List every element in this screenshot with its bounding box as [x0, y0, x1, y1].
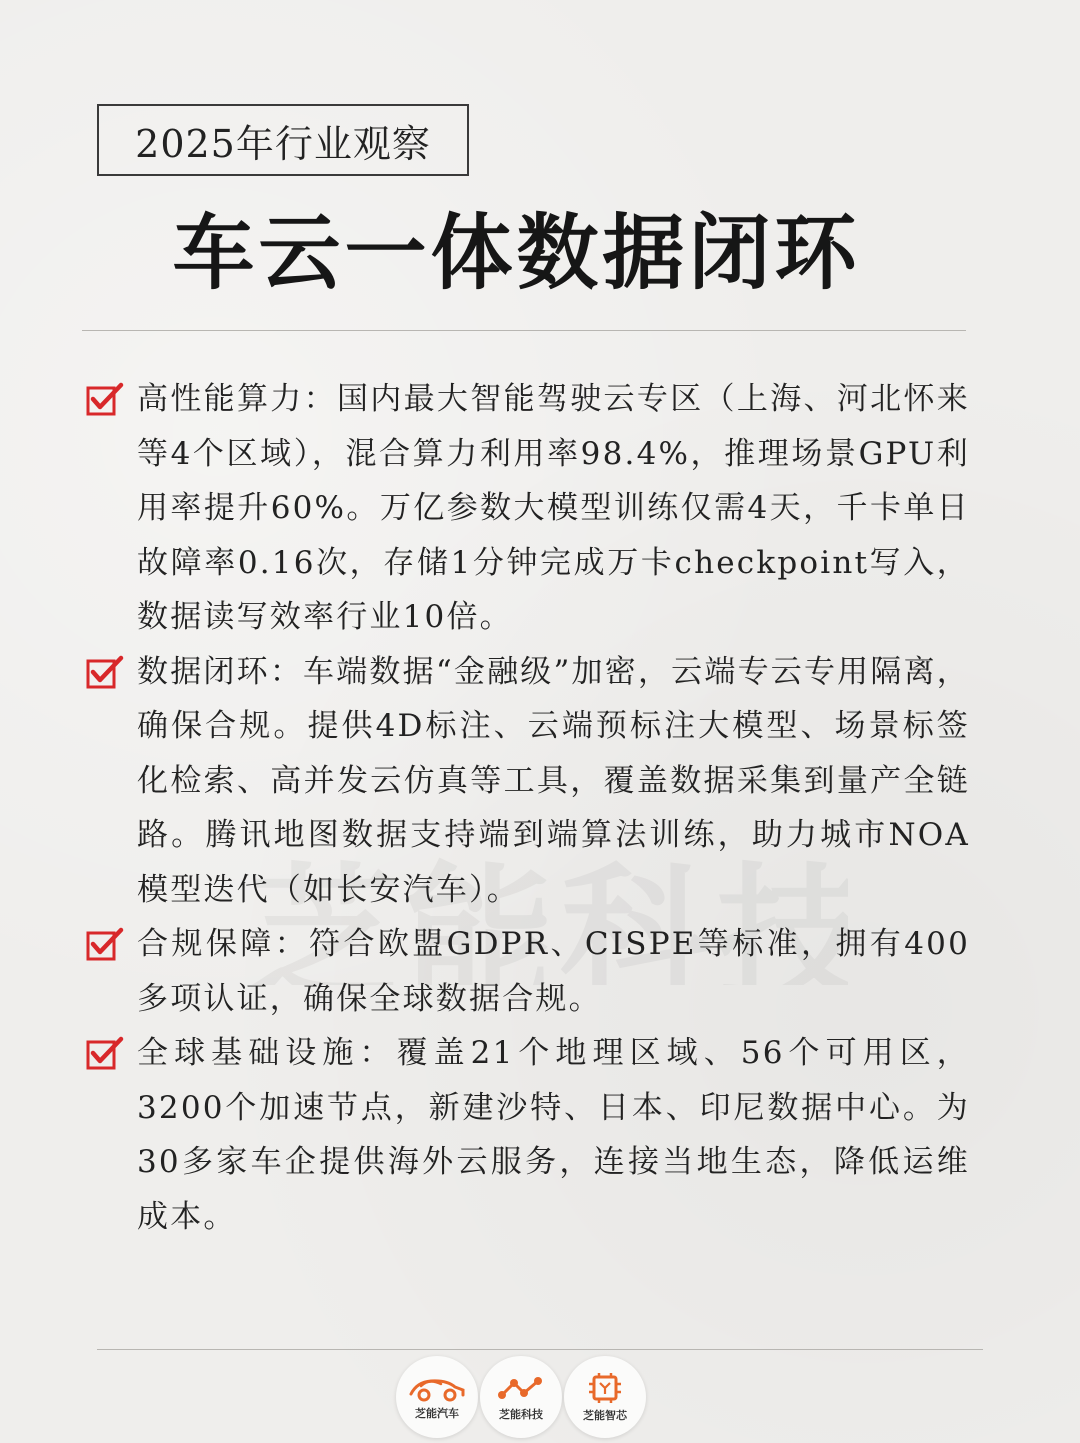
checkbox-checked-icon	[86, 927, 124, 961]
checkbox-checked-icon	[86, 655, 124, 689]
logo-label: 芝能智芯	[583, 1408, 627, 1422]
divider-bottom	[97, 1349, 983, 1350]
chip-logo-icon	[587, 1372, 623, 1404]
logo-label: 芝能科技	[499, 1407, 543, 1421]
header-tag-label: 2025年行业观察	[135, 121, 431, 166]
list-item	[86, 372, 970, 645]
car-logo-icon	[407, 1374, 467, 1402]
checkbox-checked-icon	[86, 382, 124, 416]
logo-label: 芝能汽车	[415, 1406, 459, 1420]
divider-top	[82, 330, 966, 331]
list-item-text: 全球基础设施：覆盖21个地理区域、56个可用区，3200个加速节点，新建沙特、日本、印尼数据中心。为30多家车企提供海外云服务，连接当地生态，降低运维成本。	[137, 1035, 970, 1235]
list-item-text: 数据闭环：车端数据“金融级”加密，云端专云专用隔离，确保合规。提供4D标注、云端预标注大模型、场景标签化检索、高并发云仿真等工具，覆盖数据采集到量产全链路。腾讯地图数据支持端到端算法训练，助力城市NOA模型迭代（如长安汽车）。	[137, 653, 970, 908]
footer-logos	[396, 1356, 646, 1436]
page-title: 车云一体数据闭环	[172, 206, 861, 301]
logo-zhineng-chip[interactable]	[564, 1356, 646, 1438]
checkbox-checked-icon	[86, 1036, 124, 1070]
list-item	[86, 1026, 970, 1244]
logo-zhineng-tech[interactable]	[480, 1356, 562, 1438]
list-item-text: 高性能算力：国内最大智能驾驶云专区（上海、河北怀来等4个区域），混合算力利用率98.4%，推理场景GPU利用率提升60%。万亿参数大模型训练仅需4天，千卡单日故障率0.16次，存储1分钟完成万卡checkpoint写入，数据读写效率行业10倍。	[137, 381, 970, 635]
feature-list	[86, 372, 970, 1244]
network-logo-icon	[496, 1373, 546, 1403]
list-item	[86, 645, 970, 918]
logo-zhineng-auto[interactable]	[396, 1356, 478, 1438]
list-item	[86, 917, 970, 1026]
header-tag	[97, 104, 469, 176]
list-item-text: 合规保障：符合欧盟GDPR、CISPE等标准，拥有400多项认证，确保全球数据合规。	[137, 926, 970, 1017]
